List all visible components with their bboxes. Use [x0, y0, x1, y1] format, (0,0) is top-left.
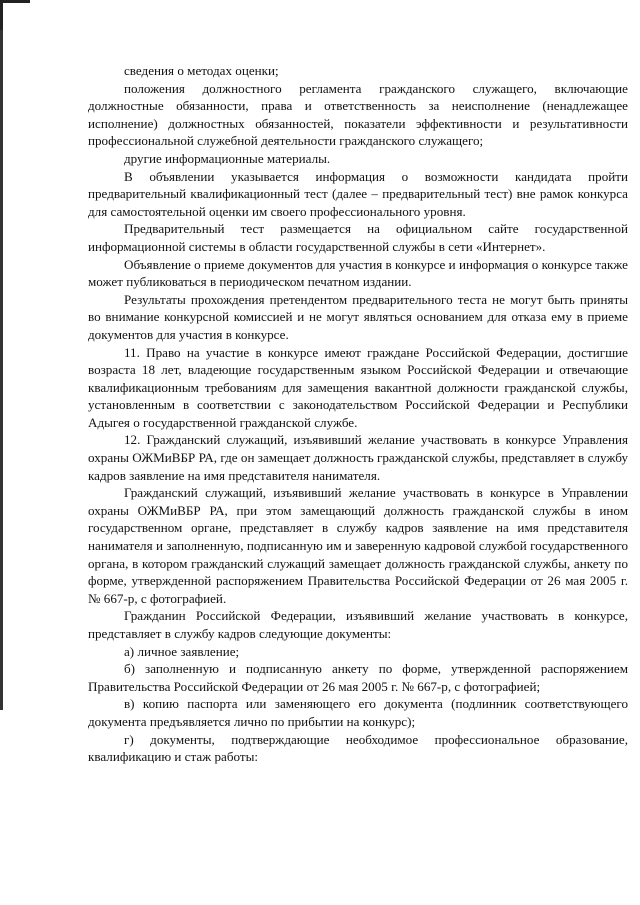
paragraph: Предварительный тест размещается на официальном сайте государственной информационной системы в области государственной службы в сети «Интернет».	[88, 221, 628, 254]
scan-corner-mark	[0, 0, 30, 32]
paragraph: а) личное заявление;	[124, 643, 240, 659]
paragraph: 12. Гражданский служащий, изъявивший желание участвовать в конкурсе Управления охраны ОЖМиВБР РА, где он замещает должность гражданской службы, представляет в службу кадров заявление на имя представителя нанимателя.	[88, 432, 628, 483]
paragraph: В объявлении указывается информация о возможности кандидата пройти предварительный квалификационный тест (далее – предварительный тест) вне рамок конкурса для самостоятельной оценки им своего профессионального уровня.	[88, 168, 628, 219]
paragraph: Результаты прохождения претендентом предварительного теста не могут быть приняты во внимание конкурсной комиссией и не могут являться основанием для отказа ему в приеме документов для участия в конкурсе.	[88, 291, 628, 342]
paragraph: сведения о методах оценки;	[124, 63, 279, 78]
document-page	[88, 62, 628, 766]
paragraph: Гражданин Российской Федерации, изъявивший желание участвовать в конкурсе, представляет в службу кадров следующие документы:	[88, 608, 628, 641]
paragraph: г) документы, подтверждающие необходимое профессиональное образование, квалификацию и стаж работы:	[88, 731, 628, 765]
paragraph: Гражданский служащий, изъявивший желание участвовать в конкурсе в Управлении охраны ОЖМиВБР РА, при этом замещающий должность гражданской службы в ином государственном органе, представляет в службу кадров заявление на имя представителя нанимателя и заполненную, подписанную им и заверенную кадровой службой государственного органа, в котором гражданский служащий замещает должность гражданской службы, анкету по форме, утвержденной распоряжением Правительства Российской Федерации от 26 мая 2005 г. № 667-р, с фотографией.	[88, 485, 628, 606]
paragraph: положения должностного регламента гражданского служащего, включающие должностные обязанности, права и ответственность за неисполнение (ненадлежащее исполнение) должностных обязанностей, показатели эффективности и результативности профессиональной служебной деятельности гражданского служащего;	[88, 80, 628, 149]
paragraph: другие информационные материалы.	[124, 150, 331, 166]
paragraph: Объявление о приеме документов для участия в конкурсе и информация о конкурсе также может публиковаться в периодическом печатном издании.	[88, 256, 628, 290]
paragraph: б) заполненную и подписанную анкету по форме, утвержденной распоряжением Правительства Российской Федерации от 26 мая 2005 г. № 667-р, с фотографией;	[88, 661, 628, 694]
paragraph: в) копию паспорта или заменяющего его документа (подлинник соответствующего документа предъявляется лично по прибытии на конкурс);	[88, 696, 628, 729]
scan-edge-line	[0, 30, 3, 710]
paragraph: 11. Право на участие в конкурсе имеют граждане Российской Федерации, достигшие возраста 18 лет, владеющие государственным языком Российской Федерации и отвечающие квалификационным требованиям для замещения вакантной должности гражданской службы, установленным в соответствии с законодательством Российской Федерации и Республики Адыгея о государственной гражданской службе.	[88, 344, 628, 430]
